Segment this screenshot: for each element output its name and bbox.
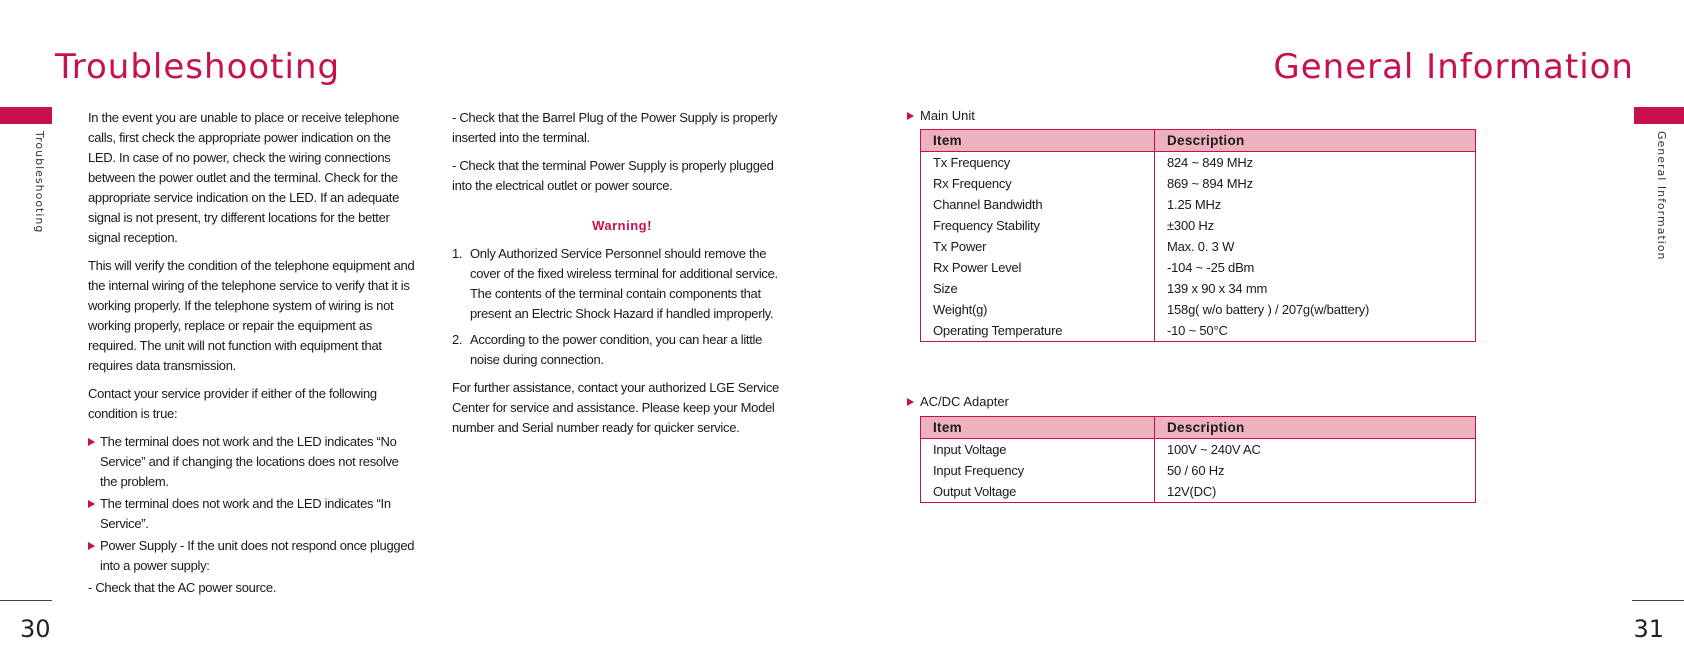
table-header-row (921, 417, 1476, 439)
cell-item: Input Voltage (921, 439, 1155, 461)
warning-item-number: 2. (452, 332, 463, 347)
column-header-description: Description (1155, 417, 1476, 439)
table-row (921, 460, 1476, 481)
cell-description: Max. 0. 3 W (1155, 236, 1476, 257)
cell-item: Weight(g) (921, 299, 1155, 320)
paragraph-further-assistance: For further assistance, contact your authorized LGE Service Center for service and assistance. Please keep your Model number and Serial number ready for quicker service. (452, 380, 779, 435)
table-row (921, 320, 1476, 342)
section-label-main-unit: Main Unit (907, 108, 975, 123)
paragraph-intro: In the event you are unable to place or receive telephone calls, first check the appropriate power indication on the LED. In case of no power, check the wiring connections between the power outlet and the terminal. Check for the appropriate service indication on the LED. If an adequate signal is not present, try different locations for the better signal reception. (88, 110, 400, 245)
cell-item: Tx Frequency (921, 152, 1155, 174)
cell-item: Channel Bandwidth (921, 194, 1155, 215)
cell-description: -104 ~ -25 dBm (1155, 257, 1476, 278)
table-header-row (921, 130, 1476, 152)
cell-description: 158g( w/o battery ) / 207g(w/battery) (1155, 299, 1476, 320)
bullet-no-service: The terminal does not work and the LED indicates “No Service” and if changing the locations does not resolve the problem. (88, 432, 418, 492)
cell-description: 12V(DC) (1155, 481, 1476, 503)
warning-item-number: 1. (452, 246, 463, 261)
warning-item-text: According to the power condition, you can hear a little noise during connection. (470, 332, 763, 367)
cell-item: Output Voltage (921, 481, 1155, 503)
paragraph-contact: Contact your service provider if either of the following condition is true: (88, 386, 377, 421)
footer-rule-left (0, 600, 52, 601)
cell-description: 100V ~ 240V AC (1155, 439, 1476, 461)
page-title-troubleshooting: Troubleshooting (55, 46, 341, 87)
cell-item: Operating Temperature (921, 320, 1155, 342)
cell-item: Rx Power Level (921, 257, 1155, 278)
table-row (921, 173, 1476, 194)
check-ac-power: - Check that the AC power source. (88, 580, 277, 595)
column-header-item: Item (921, 130, 1155, 152)
table-row (921, 215, 1476, 236)
table-row (921, 481, 1476, 503)
column-header-description: Description (1155, 130, 1476, 152)
table-row (921, 236, 1476, 257)
cell-description: ±300 Hz (1155, 215, 1476, 236)
warning-item-2 (452, 330, 792, 370)
check-barrel-plug: - Check that the Barrel Plug of the Power Supply is properly inserted into the terminal. (452, 110, 778, 145)
cell-item: Size (921, 278, 1155, 299)
side-tab-label-right: General Information (1655, 131, 1668, 261)
table-row (921, 278, 1476, 299)
column-header-item: Item (921, 417, 1155, 439)
table-row (921, 152, 1476, 174)
page-number-left: 30 (20, 615, 51, 643)
troubleshooting-column-2 (452, 108, 792, 446)
page-number-right: 31 (1633, 615, 1664, 643)
bullet-power-supply: Power Supply - If the unit does not respond once plugged into a power supply: (88, 536, 418, 576)
table-row (921, 194, 1476, 215)
bullet-in-service: The terminal does not work and the LED indicates “In Service”. (88, 494, 418, 534)
cell-item: Rx Frequency (921, 173, 1155, 194)
cell-item: Tx Power (921, 236, 1155, 257)
warning-item-1 (452, 244, 792, 324)
section-label-adapter: AC/DC Adapter (907, 394, 1009, 409)
table-row (921, 439, 1476, 461)
cell-description: 139 x 90 x 34 mm (1155, 278, 1476, 299)
cell-description: 50 / 60 Hz (1155, 460, 1476, 481)
warning-heading: Warning! (592, 218, 652, 233)
paragraph-verify: This will verify the condition of the telephone equipment and the internal wiring of the telephone service to verify that it is working properly. If the telephone system of wiring is not working properly, replace or repair the equipment as required. The unit will not function with equipment that requires data transmission. (88, 258, 415, 373)
side-tab-label-left: Troubleshooting (33, 131, 46, 234)
cell-description: -10 ~ 50°C (1155, 320, 1476, 342)
main-unit-spec-table (920, 129, 1476, 342)
table-row (921, 257, 1476, 278)
side-tab-marker-left (0, 107, 52, 124)
troubleshooting-column-1 (88, 108, 418, 598)
footer-rule-right (1632, 600, 1684, 601)
cell-description: 1.25 MHz (1155, 194, 1476, 215)
cell-item: Frequency Stability (921, 215, 1155, 236)
cell-item: Input Frequency (921, 460, 1155, 481)
adapter-spec-table (920, 416, 1476, 503)
check-power-outlet: - Check that the terminal Power Supply is properly plugged into the electrical outlet or power source. (452, 158, 774, 193)
table-row (921, 299, 1476, 320)
cell-description: 824 ~ 849 MHz (1155, 152, 1476, 174)
side-tab-marker-right (1634, 107, 1684, 124)
cell-description: 869 ~ 894 MHz (1155, 173, 1476, 194)
page-title-general-information: General Information (1273, 46, 1634, 87)
warning-item-text: Only Authorized Service Personnel should remove the cover of the fixed wireless terminal for additional service. The contents of the terminal contain components that present an Electric Shock Hazard if handled improperly. (470, 246, 778, 321)
